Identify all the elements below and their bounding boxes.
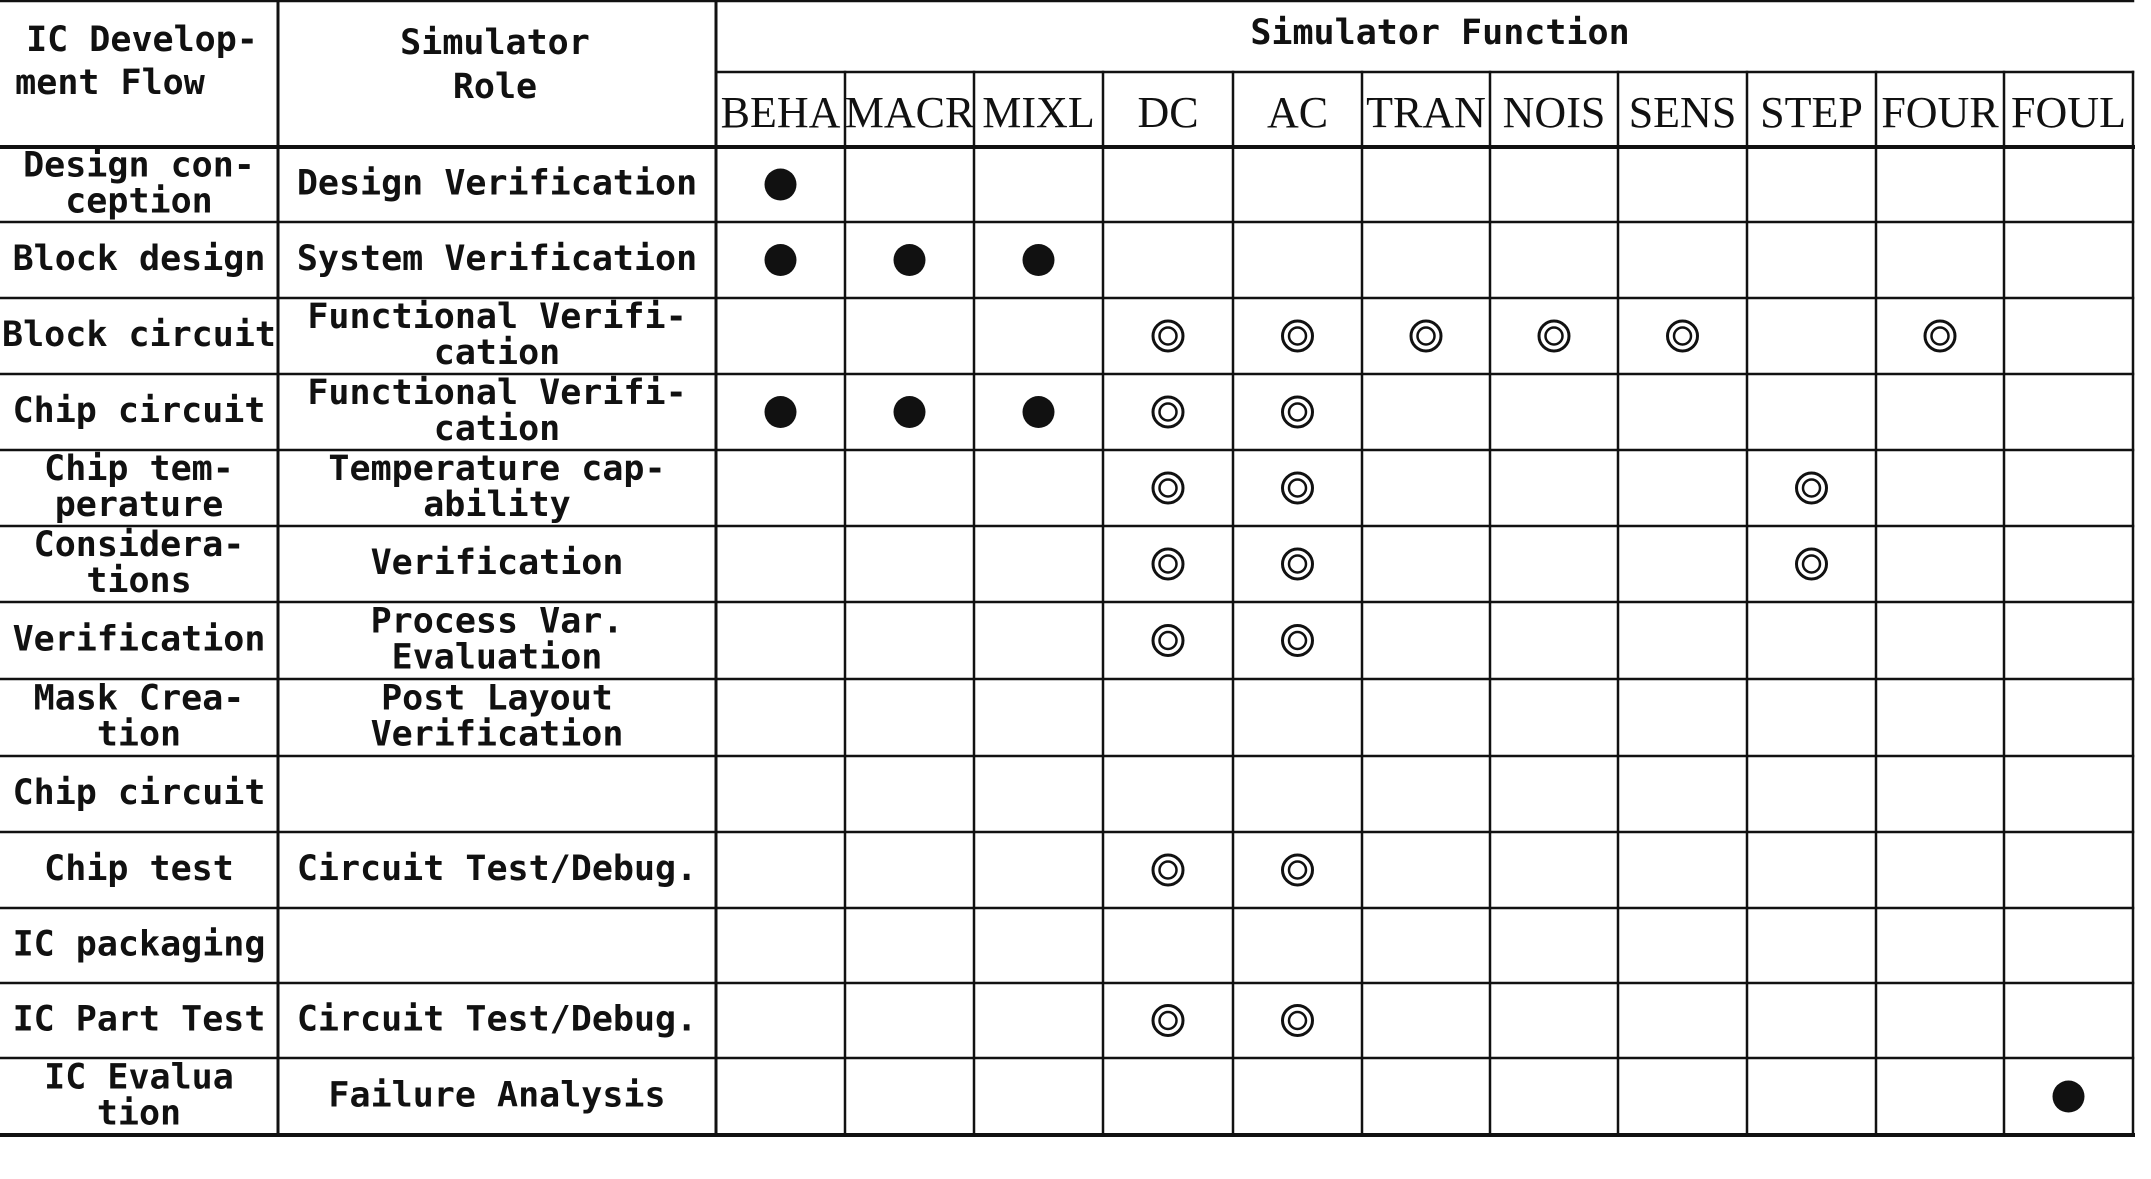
mark-filled-dot-r2-beha	[765, 244, 797, 276]
flow-cell-row-6-line-1: Considera-	[33, 525, 245, 565]
mark-double-circle-r3-dc	[1153, 321, 1183, 351]
mark-double-circle-r3-nois-outer	[1539, 321, 1569, 351]
role-cell-row-3-line-2: cation	[433, 333, 561, 373]
mark-double-circle-r10-ac	[1283, 855, 1313, 885]
mark-double-circle-r3-ac-outer	[1283, 321, 1313, 351]
mark-double-circle-r5-dc-inner	[1160, 480, 1177, 497]
mark-double-circle-r4-dc	[1153, 397, 1183, 427]
mark-double-circle-r12-dc-inner	[1160, 1012, 1177, 1029]
mark-filled-dot-r4-beha	[765, 396, 797, 428]
mark-double-circle-r6-step	[1797, 549, 1827, 579]
flow-cell-row-7-line-1: Verification	[12, 619, 266, 660]
mark-double-circle-r7-ac	[1283, 626, 1313, 656]
mark-double-circle-r6-ac-inner	[1289, 556, 1306, 573]
flow-cell-row-5-line-1: Chip tem-	[44, 449, 234, 489]
function-column-headers	[721, 88, 2126, 137]
mark-double-circle-r3-four	[1925, 321, 1955, 351]
function-header-tran: TRAN	[1366, 88, 1486, 137]
mark-double-circle-r3-nois	[1539, 321, 1569, 351]
table-marks	[765, 169, 2085, 1113]
mark-double-circle-r3-four-inner	[1932, 328, 1949, 345]
mark-double-circle-r6-dc-outer	[1153, 549, 1183, 579]
function-header-beha: BEHA	[720, 88, 841, 137]
mark-double-circle-r12-dc-outer	[1153, 1006, 1183, 1036]
mark-double-circle-r6-step-outer	[1797, 549, 1827, 579]
function-header-step: STEP	[1760, 88, 1863, 137]
mark-double-circle-r7-dc-outer	[1153, 626, 1183, 656]
mark-double-circle-r3-dc-outer	[1153, 321, 1183, 351]
mark-double-circle-r5-ac	[1283, 473, 1313, 503]
mark-double-circle-r10-dc-inner	[1160, 862, 1177, 879]
mark-double-circle-r7-dc-inner	[1160, 632, 1177, 649]
mark-double-circle-r3-sens-outer	[1668, 321, 1698, 351]
mark-double-circle-r5-step-inner	[1803, 480, 1820, 497]
role-cell-row-5-line-1: Temperature cap-	[328, 449, 666, 489]
flow-cell-row-8-line-2: tion	[96, 714, 182, 755]
flow-cell-row-10-line-1: Chip test	[44, 849, 234, 889]
mark-double-circle-r5-dc	[1153, 473, 1183, 503]
mark-double-circle-r3-ac	[1283, 321, 1313, 351]
mark-double-circle-r12-ac-outer	[1283, 1006, 1313, 1036]
flow-cell-row-1-line-2: ception	[65, 181, 213, 222]
mark-double-circle-r6-dc-inner	[1160, 556, 1177, 573]
role-header-line-2: Role	[452, 67, 538, 107]
mark-filled-dot-r4-mixl	[1023, 396, 1055, 428]
function-header-four: FOUR	[1881, 88, 1999, 137]
flow-cell-row-2-line-1: Block design	[12, 239, 266, 279]
mark-filled-dot-r1-beha	[765, 169, 797, 201]
function-header-macr: MACR	[844, 88, 975, 137]
flow-cell-row-6-line-2: tions	[86, 561, 192, 601]
role-cell-row-4-line-1: Functional Verifi-	[307, 373, 687, 413]
mark-double-circle-r5-ac-outer	[1283, 473, 1313, 503]
mark-double-circle-r4-dc-inner	[1160, 404, 1177, 421]
mark-double-circle-r3-tran-outer	[1411, 321, 1441, 351]
flow-header-line-1: IC Develop-	[26, 20, 258, 60]
function-header-nois: NOIS	[1502, 88, 1606, 137]
mark-double-circle-r7-ac-outer	[1283, 626, 1313, 656]
mark-double-circle-r3-tran	[1411, 321, 1441, 351]
mark-double-circle-r12-dc	[1153, 1006, 1183, 1036]
role-cell-row-4-line-2: cation	[433, 409, 561, 449]
role-cell-row-8-line-1: Post Layout	[381, 678, 613, 719]
mark-double-circle-r7-dc	[1153, 626, 1183, 656]
role-cell-row-3-line-1: Functional Verifi-	[307, 297, 687, 337]
mark-double-circle-r5-dc-outer	[1153, 473, 1183, 503]
flow-cell-row-5-line-2: perature	[54, 485, 224, 525]
mark-double-circle-r4-dc-outer	[1153, 397, 1183, 427]
mark-double-circle-r3-sens	[1668, 321, 1698, 351]
flow-cell-row-8-line-1: Mask Crea-	[33, 678, 245, 719]
role-header-line-1: Simulator	[400, 23, 590, 63]
function-header-ac: AC	[1266, 88, 1329, 137]
mark-double-circle-r5-step-outer	[1797, 473, 1827, 503]
mark-filled-dot-r4-macr	[894, 396, 926, 428]
flow-cell-row-4-line-1: Chip circuit	[12, 391, 266, 431]
function-header-sens: SENS	[1628, 88, 1737, 137]
mark-double-circle-r5-ac-inner	[1289, 480, 1306, 497]
role-cell-row-13-line-1: Failure Analysis	[328, 1075, 666, 1116]
flow-cell-row-13-line-1: IC Evalua	[44, 1057, 234, 1098]
mark-double-circle-r10-ac-outer	[1283, 855, 1313, 885]
mark-double-circle-r4-ac-inner	[1289, 404, 1306, 421]
role-cell-row-5-line-2: ability	[423, 485, 571, 525]
flow-cell-row-1-line-1: Design con-	[23, 145, 255, 186]
mark-double-circle-r3-four-outer	[1925, 321, 1955, 351]
role-cell-row-2-line-1: System Verification	[296, 239, 698, 279]
mark-double-circle-r12-ac-inner	[1289, 1012, 1306, 1029]
flow-cell-row-13-line-2: tion	[96, 1093, 182, 1134]
mark-double-circle-r10-ac-inner	[1289, 862, 1306, 879]
mark-double-circle-r3-dc-inner	[1160, 328, 1177, 345]
mark-double-circle-r6-dc	[1153, 549, 1183, 579]
flow-cell-row-9-line-1: Chip circuit	[12, 773, 266, 813]
mark-double-circle-r7-ac-inner	[1289, 632, 1306, 649]
flow-header-line-2: ment Flow	[15, 63, 205, 103]
table-body-text	[2, 146, 697, 1134]
mark-double-circle-r5-step	[1797, 473, 1827, 503]
mark-double-circle-r3-sens-inner	[1674, 328, 1691, 345]
function-header-mixl: MIXL	[982, 88, 1095, 137]
mark-double-circle-r3-nois-inner	[1546, 328, 1563, 345]
mark-filled-dot-r13-foul	[2053, 1081, 2085, 1113]
function-header-dc: DC	[1137, 88, 1199, 137]
mark-filled-dot-r2-macr	[894, 244, 926, 276]
role-cell-row-8-line-2: Verification	[370, 714, 624, 755]
role-cell-row-7-line-2: Evaluation	[391, 637, 603, 678]
flow-cell-row-3-line-1: Block circuit	[2, 315, 276, 355]
mark-double-circle-r4-ac	[1283, 397, 1313, 427]
mark-double-circle-r6-ac-outer	[1283, 549, 1313, 579]
mark-double-circle-r4-ac-outer	[1283, 397, 1313, 427]
mark-double-circle-r6-step-inner	[1803, 556, 1820, 573]
mark-double-circle-r10-dc-outer	[1153, 855, 1183, 885]
role-cell-row-12-line-1: Circuit Test/Debug.	[296, 999, 698, 1040]
mark-double-circle-r6-ac	[1283, 549, 1313, 579]
function-header-foul: FOUL	[2011, 88, 2126, 137]
role-cell-row-7-line-1: Process Var.	[370, 601, 624, 642]
mark-filled-dot-r2-mixl	[1023, 244, 1055, 276]
mark-double-circle-r10-dc	[1153, 855, 1183, 885]
function-header: Simulator Function	[1250, 13, 1630, 53]
role-cell-row-6-line-1: Verification	[370, 543, 624, 583]
mark-double-circle-r12-ac	[1283, 1006, 1313, 1036]
mark-double-circle-r3-tran-inner	[1418, 328, 1435, 345]
role-cell-row-10-line-1: Circuit Test/Debug.	[296, 849, 698, 889]
flow-cell-row-11-line-1: IC packaging	[12, 924, 266, 965]
role-cell-row-1-line-1: Design Verification	[296, 163, 698, 204]
mark-double-circle-r3-ac-inner	[1289, 328, 1306, 345]
flow-cell-row-12-line-1: IC Part Test	[12, 999, 266, 1040]
